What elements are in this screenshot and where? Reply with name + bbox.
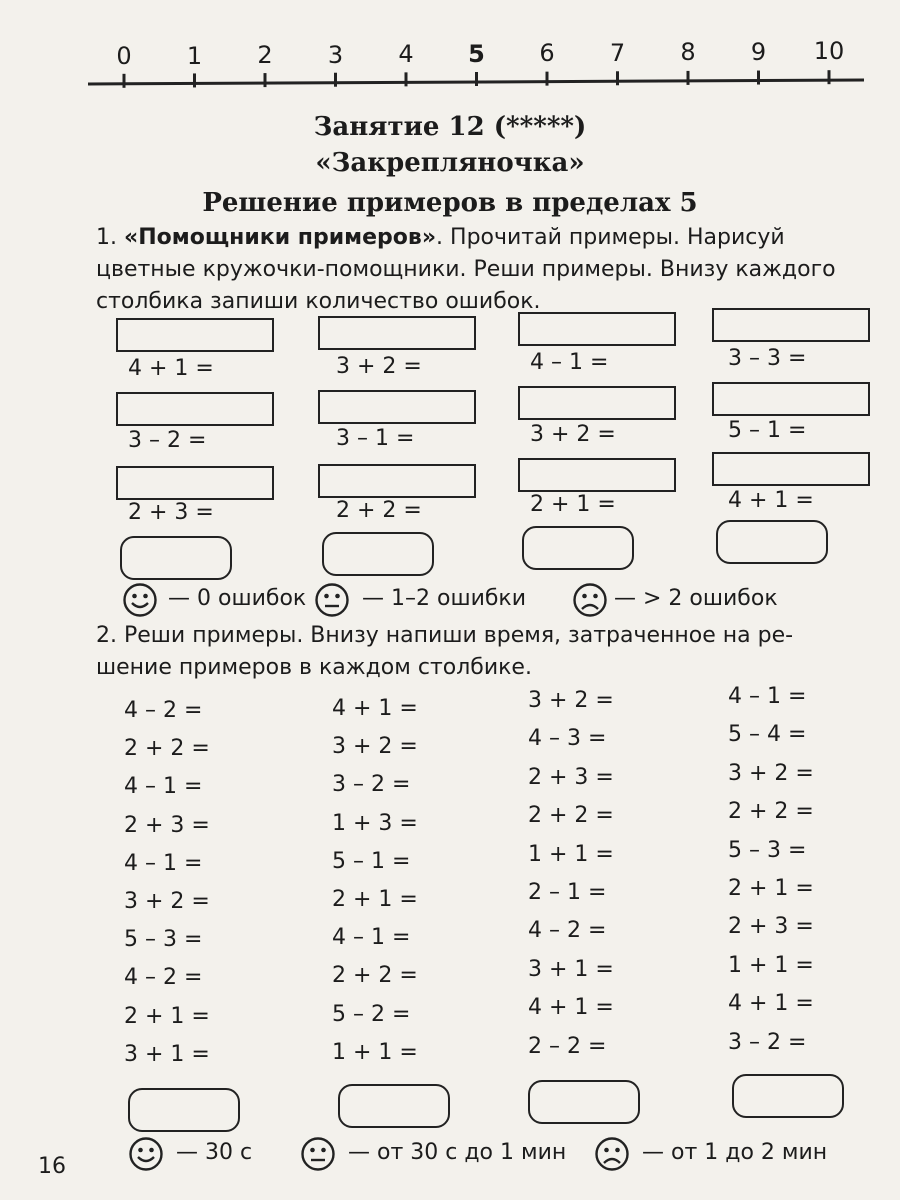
example: 4 + 1 = xyxy=(728,991,814,1017)
example: 3 + 2 = xyxy=(528,688,614,713)
example: 4 – 2 = xyxy=(124,965,203,991)
example: 2 + 3 = xyxy=(728,914,814,940)
number-line-label: 7 xyxy=(609,38,626,67)
example: 3 + 2 = xyxy=(124,889,210,914)
example: 2 + 1 = xyxy=(332,887,418,912)
example: 5 – 1 = xyxy=(332,848,411,874)
number-line-label: 5 xyxy=(468,39,485,68)
time-box[interactable] xyxy=(338,1084,450,1128)
task1-line2: цветные кружочки-помощники. Реши примеры. Внизу каждого xyxy=(96,257,836,282)
example: 4 – 3 = xyxy=(528,726,607,752)
example: 3 + 2 = xyxy=(530,422,616,447)
answer-box[interactable] xyxy=(318,316,476,350)
example: 4 – 2 = xyxy=(124,698,203,723)
time-box[interactable] xyxy=(128,1088,240,1132)
example: 2 + 2 = xyxy=(332,963,418,989)
example: 4 – 1 = xyxy=(530,350,609,375)
example: 3 – 2 = xyxy=(128,428,207,453)
example: 5 – 3 = xyxy=(728,837,807,863)
example: 2 + 2 = xyxy=(528,803,614,829)
example: 4 + 1 = xyxy=(332,696,418,721)
error-count-box[interactable] xyxy=(522,526,634,570)
task1-text: . Прочитай примеры. Нарисуй xyxy=(436,225,785,250)
task1-number: 1. xyxy=(96,225,117,250)
example: 5 – 4 = xyxy=(728,722,807,748)
legend-label: — от 30 с до 1 мин xyxy=(348,1140,567,1165)
number-line-label: 8 xyxy=(680,38,696,66)
answer-box[interactable] xyxy=(116,466,274,500)
example: 3 – 2 = xyxy=(332,772,411,798)
example: 2 + 1 = xyxy=(728,876,814,901)
answer-box[interactable] xyxy=(712,308,870,342)
example: 5 – 2 = xyxy=(332,1001,411,1027)
number-line-label: 2 xyxy=(257,41,273,69)
example: 4 + 1 = xyxy=(128,356,214,381)
answer-box[interactable] xyxy=(318,390,476,424)
number-line-label: 10 xyxy=(813,37,845,65)
answer-box[interactable] xyxy=(712,382,870,416)
lesson-topic: Решение примеров в пределах 5 xyxy=(202,188,698,218)
example: 2 + 1 = xyxy=(124,1003,210,1029)
task2-line2: шение примеров в каждом столбике. xyxy=(96,655,532,680)
example: 2 – 2 = xyxy=(528,1033,607,1059)
example: 3 + 2 = xyxy=(332,734,418,760)
error-count-box[interactable] xyxy=(322,532,434,576)
legend-label: — от 1 до 2 мин xyxy=(642,1140,828,1165)
number-line xyxy=(88,37,868,100)
example: 3 – 3 = xyxy=(728,346,807,371)
example: 2 – 1 = xyxy=(528,880,607,905)
example: 4 – 1 = xyxy=(332,925,411,951)
answer-box[interactable] xyxy=(518,458,676,492)
answer-box[interactable] xyxy=(116,392,274,426)
task1-instructions xyxy=(96,222,876,318)
legend-label: — > 2 ошибок xyxy=(614,586,778,611)
task1-line3: столбика запиши количество ошибок. xyxy=(96,289,541,314)
number-line-label: 3 xyxy=(327,40,344,69)
example: 1 + 1 = xyxy=(332,1039,418,1065)
answer-box[interactable] xyxy=(318,464,476,498)
sad-face-icon xyxy=(594,1136,630,1172)
example: 3 – 2 = xyxy=(728,1029,807,1055)
error-count-box[interactable] xyxy=(120,536,232,580)
example: 2 + 2 = xyxy=(728,799,814,825)
example: 4 – 1 = xyxy=(124,774,203,800)
example: 5 – 3 = xyxy=(124,927,203,953)
example: 2 + 3 = xyxy=(124,812,210,838)
legend-label: — 30 с xyxy=(176,1140,253,1165)
example: 5 – 1 = xyxy=(728,418,807,443)
number-line-label: 4 xyxy=(398,40,414,68)
legend-label: — 1–2 ошибки xyxy=(362,586,527,611)
answer-box[interactable] xyxy=(712,452,870,486)
number-line-label: 0 xyxy=(116,42,132,70)
example: 3 + 2 = xyxy=(336,354,422,379)
lesson-title: Занятие 12 (*****) xyxy=(313,112,587,142)
neutral-face-icon xyxy=(300,1136,336,1172)
error-count-box[interactable] xyxy=(716,520,828,564)
example: 2 + 1 = xyxy=(530,492,616,517)
sad-face-icon xyxy=(572,582,608,618)
neutral-face-icon xyxy=(314,582,350,618)
answer-box[interactable] xyxy=(518,386,676,420)
time-box[interactable] xyxy=(528,1080,640,1124)
task1-title: «Помощники примеров» xyxy=(124,225,437,250)
example: 1 + 3 = xyxy=(332,810,418,836)
time-box[interactable] xyxy=(732,1074,844,1118)
example: 2 + 2 = xyxy=(336,498,422,523)
answer-box[interactable] xyxy=(116,318,274,352)
task2-line1: 2. Реши примеры. Внизу напиши время, затраченное на ре- xyxy=(96,623,794,648)
example: 4 – 1 = xyxy=(728,684,807,709)
example: 4 + 1 = xyxy=(528,995,614,1021)
example: 3 + 1 = xyxy=(528,956,614,982)
example: 4 – 2 = xyxy=(528,918,607,944)
answer-box[interactable] xyxy=(518,312,676,346)
example: 3 + 1 = xyxy=(124,1041,210,1067)
number-line-label: 6 xyxy=(539,39,555,67)
task2-instructions xyxy=(96,620,876,684)
example: 3 – 1 = xyxy=(336,426,415,451)
example: 4 + 1 = xyxy=(728,488,814,513)
page-number: 16 xyxy=(38,1154,66,1179)
lesson-subtitle: «Закрепляночка» xyxy=(315,148,585,178)
example: 3 + 2 = xyxy=(728,760,814,786)
example: 2 + 2 = xyxy=(124,736,210,762)
number-line-label: 1 xyxy=(186,41,203,70)
legend-label: — 0 ошибок xyxy=(168,586,307,611)
number-line-label: 9 xyxy=(750,37,767,66)
example: 1 + 1 = xyxy=(728,952,814,978)
example: 2 + 3 = xyxy=(128,500,214,525)
example: 4 – 1 = xyxy=(124,850,203,876)
example: 2 + 3 = xyxy=(528,764,614,790)
smile-icon xyxy=(128,1136,164,1172)
example: 1 + 1 = xyxy=(528,841,614,867)
smile-icon xyxy=(122,582,158,618)
